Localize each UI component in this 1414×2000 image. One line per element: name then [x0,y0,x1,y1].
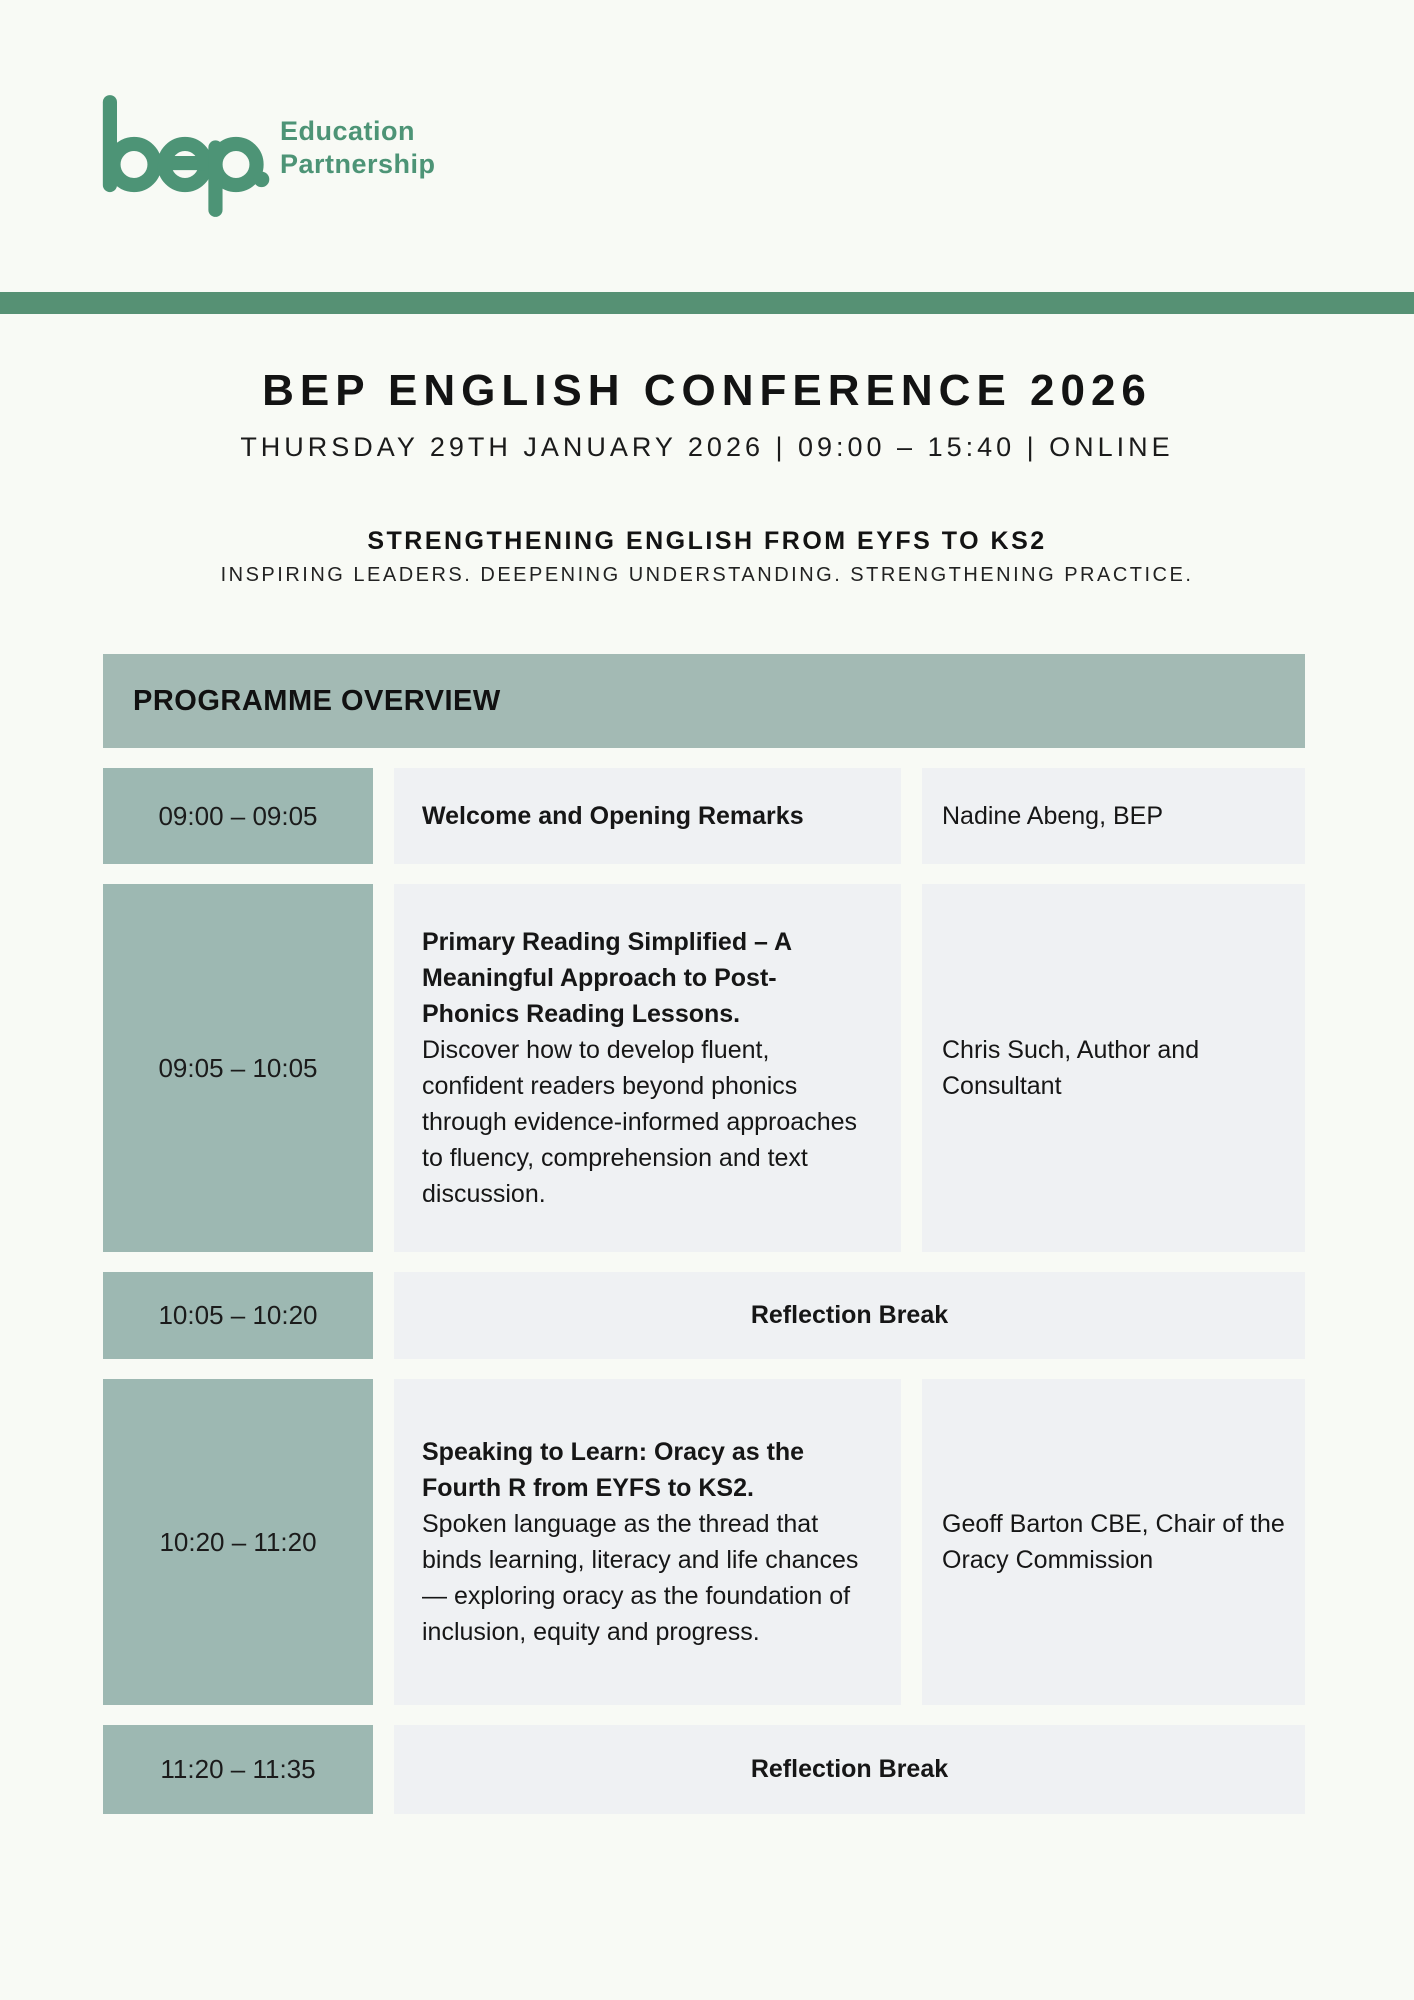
speaker-cell [922,768,1305,864]
session-cell [394,1379,901,1705]
green-divider-band [0,292,1414,314]
time-cell: 09:00 – 09:05 [103,768,373,864]
logo-wordmark-line2: Partnership [280,148,436,179]
logo-wordmark [280,115,436,181]
session-cell [394,884,901,1252]
bep-logo-mark-icon [100,95,270,217]
logo-wordmark-line1: Education [280,116,416,146]
agenda-row-primary-reading [103,884,1305,1252]
agenda-row-welcome [103,768,1305,864]
time-cell: 09:05 – 10:05 [103,884,373,1252]
session-cell [394,768,901,864]
bep-logo [100,95,436,217]
time-cell: 10:05 – 10:20 [103,1272,373,1359]
speaker-name: Chris Such, Author and Consultant [942,1036,1200,1100]
speaker-cell [922,1379,1305,1705]
session-title: Welcome and Opening Remarks [422,802,804,830]
time-cell: 11:20 – 11:35 [103,1725,373,1814]
break-cell: Reflection Break [394,1272,1305,1359]
time-cell: 10:20 – 11:20 [103,1379,373,1705]
event-tagline: INSPIRING LEADERS. DEEPENING UNDERSTANDING. STRENGTHENING PRACTICE. [220,564,1194,586]
session-title: Speaking to Learn: Oracy as the Fourth R from EYFS to KS2. [422,1438,805,1502]
agenda-row-break-2 [103,1725,1305,1814]
agenda-row-break-1 [103,1272,1305,1359]
page-title: BEP ENGLISH CONFERENCE 2026 [262,366,1152,415]
programme-overview-header [103,654,1305,748]
speaker-name: Nadine Abeng, BEP [942,802,1163,830]
speaker-cell [922,884,1305,1252]
session-description: Discover how to develop fluent, confident readers beyond phonics through evidence-informed approaches to fluency, comprehension and text discussion. [422,1036,857,1208]
break-cell: Reflection Break [394,1725,1305,1814]
programme-overview-section [103,654,1305,1814]
event-date-time-line: THURSDAY 29TH JANUARY 2026 | 09:00 – 15:40 | ONLINE [240,432,1174,462]
agenda-row-speaking-to-learn [103,1379,1305,1705]
session-title: Primary Reading Simplified – A Meaningful Approach to Post-Phonics Reading Lessons. [422,928,792,1028]
speaker-name: Geoff Barton CBE, Chair of the Oracy Commission [942,1510,1285,1574]
event-strapline: STRENGTHENING ENGLISH FROM EYFS TO KS2 [367,527,1047,555]
programme-overview-heading-label: PROGRAMME OVERVIEW [133,684,501,717]
session-description: Spoken language as the thread that binds learning, literacy and life chances — exploring oracy as the foundation of inclusion, equity and progress. [422,1510,859,1646]
